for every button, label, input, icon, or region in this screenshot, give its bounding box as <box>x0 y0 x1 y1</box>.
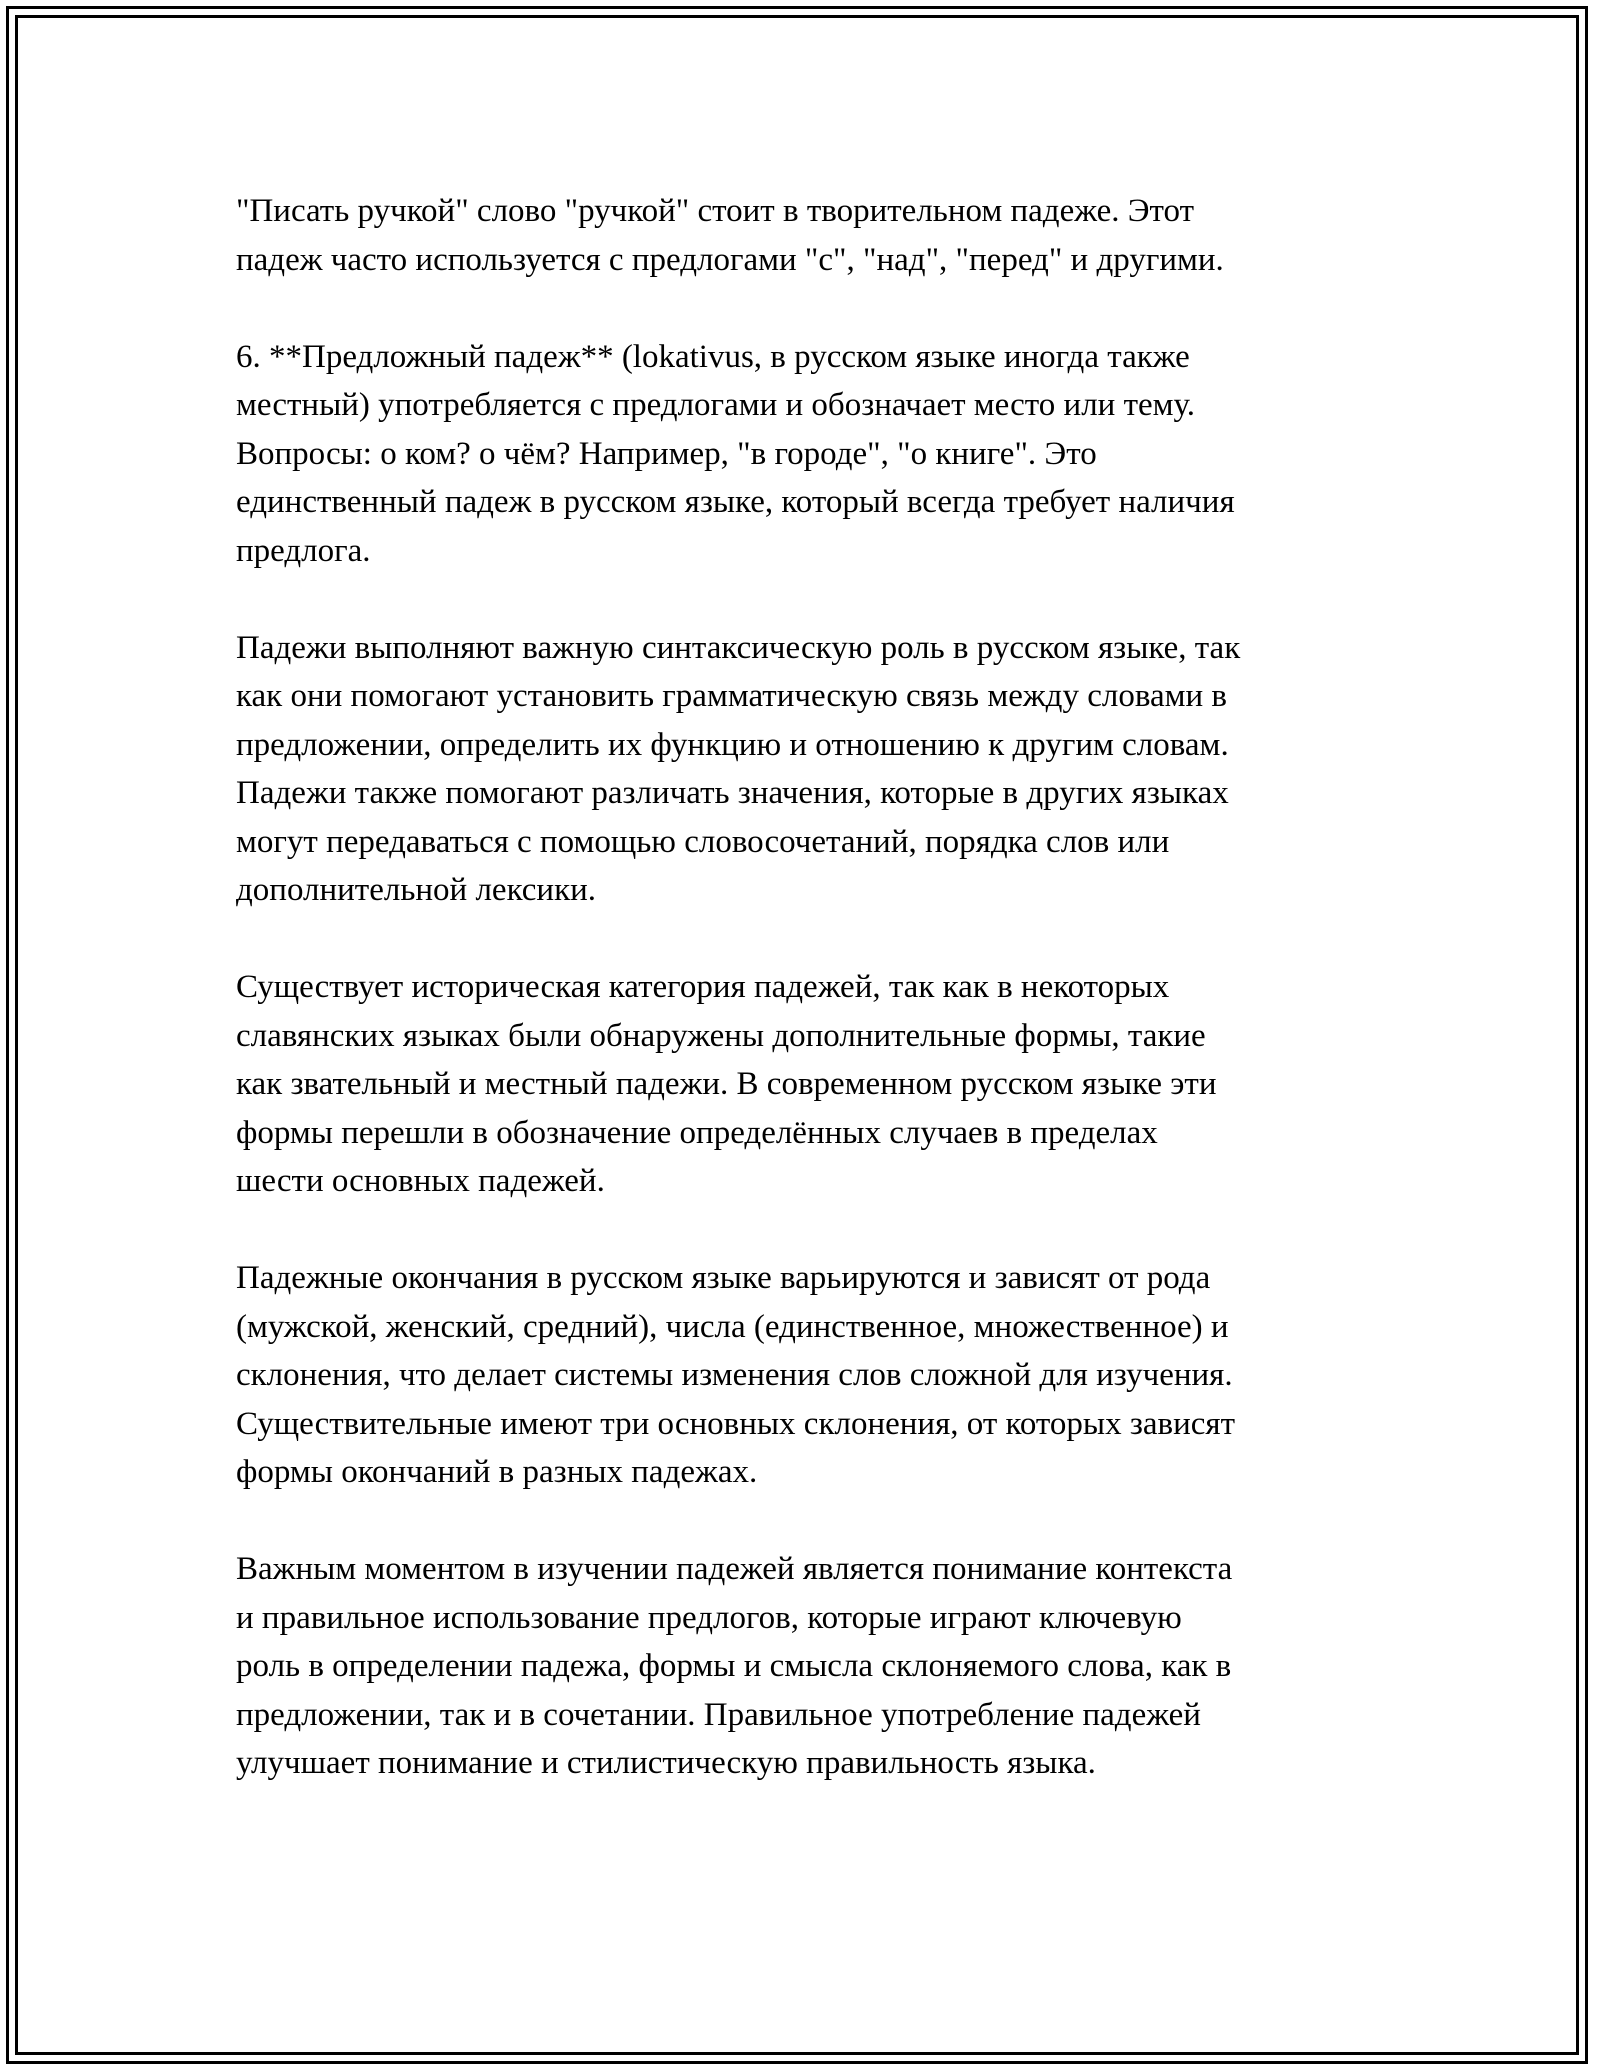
paragraph-context-prepositions: Важным моментом в изучении падежей является понимание контекста и правильное использование предлогов, которые играют ключевую роль в определении падежа, формы и смысла склоняемого слова, как в предложении, так и в сочетании. Правильное употребление падежей улучшает понимание и стилистическую правильность языка. <box>236 1551 1233 1781</box>
paragraph-historical-cases: Существует историческая категория падежей, так как в некоторых славянских языках были обнаружены дополнительные формы, такие как звательный и местный падежи. В современном русском языке эти формы перешли в обозначение определённых случаев в пределах шести основных падежей. <box>236 969 1217 1199</box>
paragraph-case-endings: Падежные окончания в русском языке варьируются и зависят от рода (мужской, женский, средний), числа (единственное, множественное) и склонения, что делает системы изменения слов сложной для изучения. Существительные имеют три основных склонения, от которых зависят формы окончаний в разных падежах. <box>236 1260 1235 1490</box>
paragraph-syntactic-role: Падежи выполняют важную синтаксическую роль в русском языке, так как они помогают установить грамматическую связь между словами в предложении, определить их функцию и отношению к другим словам. Падежи также помогают различать значения, которые в других языках могут передаваться с помощью словосочетаний, порядка слов или дополнительной лексики. <box>236 629 1241 908</box>
document-body <box>236 187 1376 1836</box>
paragraph-prepositional-case: 6. **Предложный падеж** (lokativus, в русском языке иногда также местный) употребляется с предлогами и обозначает место или тему. Вопросы: о ком? о чём? Например, "в городе", "о книге". Это единственный падеж в русском языке, который всегда требует наличия предлога. <box>236 338 1235 569</box>
paragraph-instrumental-case: "Писать ручкой" слово "ручкой" стоит в творительном падеже. Этот падеж часто используется с предлогами "с", "над", "перед" и другими. <box>236 193 1224 278</box>
